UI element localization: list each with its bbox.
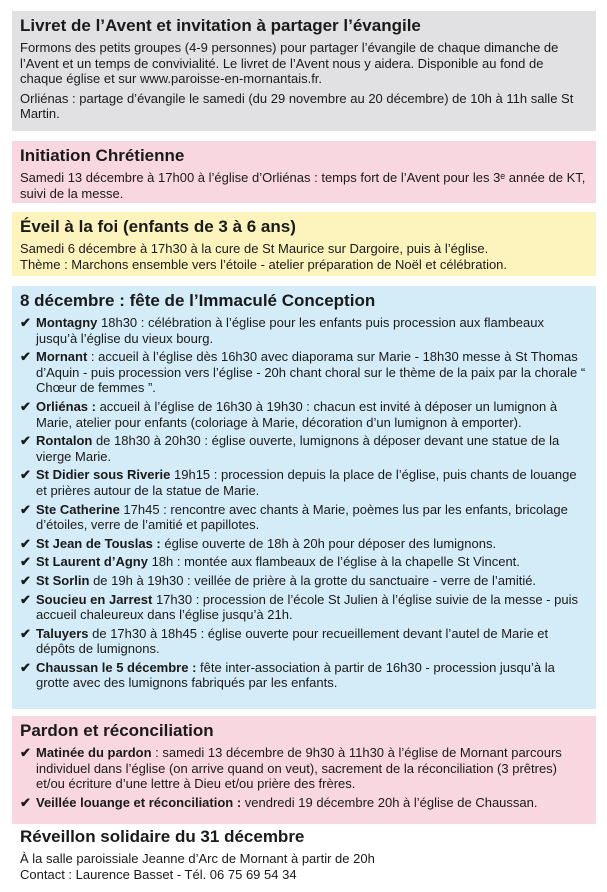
place-name: Chaussan le 5 décembre : xyxy=(36,659,197,675)
list-item xyxy=(20,795,588,811)
place-name: St Jean de Touslas : xyxy=(36,535,161,551)
checkmark-icon: ✔ xyxy=(20,794,31,810)
event-details: 18h30 : célébration à l’église pour les enfants puis procession aux flambeaux jusqu’à l’église du vieux bourg. xyxy=(36,315,544,346)
paragraph: Formons des petits groupes (4-9 personnes) pour partager l’évangile de chaque dimanche de l’Avent et un temps de convivialité. Le livret de l’Avent nous y aidera. Disponible au fond de chaque église et sur www.paroisse-en-mornantais.fr. xyxy=(20,40,559,87)
checkmark-icon: ✔ xyxy=(20,467,31,483)
checkmark-icon: ✔ xyxy=(20,572,31,588)
event-details: de 17h30 à 18h45 : église ouverte pour recueillement devant l’autel de Marie et dépôts de lumignons. xyxy=(36,625,549,657)
checkmark-icon: ✔ xyxy=(20,659,31,675)
event-details: accueil à l’église de 16h30 à 19h30 : chacun est invité à déposer un lumignon à Marie, atelier pour enfants (coloriage à Marie, décoration d’un lumignon à emporter). xyxy=(36,398,558,430)
place-name: Matinée du pardon xyxy=(36,745,152,760)
list-item xyxy=(20,660,588,691)
checkmark-icon: ✔ xyxy=(20,745,31,760)
checkmark-icon: ✔ xyxy=(20,433,31,449)
section-title: Réveillon solidaire du 31 décembre xyxy=(20,827,305,846)
list-item xyxy=(20,467,588,498)
section-reveillon-solidaire xyxy=(12,826,596,882)
event-details: de 18h30 à 20h30 : église ouverte, lumignons à déposer devant une statue de la vierge Marie. xyxy=(36,433,560,464)
contact-line: Contact : Laurence Basset - Tél. 06 75 69 54 34 xyxy=(20,866,297,882)
checkmark-icon: ✔ xyxy=(20,398,31,414)
list-item xyxy=(20,399,588,430)
section-title: Livret de l’Avent et invitation à partager l’évangile xyxy=(20,16,421,35)
event-details: : samedi 13 décembre de 9h30 à 11h30 à l’église de Mornant parcours individuel dans l’église (on arrive quand on veut), sacrement de la réconciliation (3 prêtres) et/ou écriture d’une lettre à Dieu et/ou prière des frères. xyxy=(36,745,562,792)
place-name: Orliénas : xyxy=(36,398,96,414)
checkmark-icon: ✔ xyxy=(20,315,31,330)
section-title: 8 décembre : fête de l’Immaculé Conception xyxy=(20,291,376,310)
list-item xyxy=(20,745,588,792)
section-livret-avent xyxy=(12,11,596,131)
paragraph: Thème : Marchons ensemble vers l’étoile - atelier préparation de Noël et célébration. xyxy=(20,256,508,272)
event-details: 19h15 : procession depuis la place de l’église, puis chants de louange et prières autour de la statue de Marie. xyxy=(36,467,577,498)
place-name: Mornant xyxy=(36,349,88,365)
event-list xyxy=(20,315,588,691)
section-initiation-chretienne xyxy=(12,141,596,203)
event-details: 17h30 : procession de l’école St Julien à l’église suivie de la messe - puis accueil chaleureux dans l’église jusqu’à 21h. xyxy=(36,591,578,623)
paragraph: À la salle paroissiale Jeanne d’Arc de Mornant à partir de 20h xyxy=(20,851,375,866)
checkmark-icon: ✔ xyxy=(20,349,31,365)
paragraph: Orliénas : partage d’évangile le samedi (du 29 novembre au 20 décembre) de 10h à 11h salle St Martin. xyxy=(20,90,574,122)
list-item xyxy=(20,536,588,552)
list-item xyxy=(20,573,588,589)
place-name: Taluyers xyxy=(36,625,89,641)
paragraph: Samedi 6 décembre à 17h30 à la cure de St Maurice sur Dargoire, puis à l’église. xyxy=(20,241,489,256)
list-item xyxy=(20,349,588,396)
place-name: Montagny xyxy=(36,315,98,330)
event-details: de 19h à 19h30 : veillée de prière à la grotte du sanctuaire - verre de l’amitié. xyxy=(89,572,537,588)
place-name: Veillée louange et réconciliation : xyxy=(36,794,242,810)
list-item xyxy=(20,592,588,623)
checkmark-icon: ✔ xyxy=(20,535,31,551)
list-item xyxy=(20,502,588,533)
place-name: Rontalon xyxy=(36,433,93,449)
section-pardon-reconciliation xyxy=(12,716,596,824)
checkmark-icon: ✔ xyxy=(20,625,31,641)
paragraph: Samedi 13 décembre à 17h00 à l’église d’Orliénas : temps fort de l’Avent pour les 3ᵉ année de KT, suivi de la messe. xyxy=(20,170,586,201)
section-immacule-conception xyxy=(12,286,596,709)
section-title: Éveil à la foi (enfants de 3 à 6 ans) xyxy=(20,217,296,236)
place-name: Soucieu en Jarrest xyxy=(36,591,153,607)
event-details: 17h45 : rencontre avec chants à Marie, poèmes lus par les enfants, bricolage d’étoiles, verre de l’amitié et papillotes. xyxy=(36,501,568,533)
list-item xyxy=(20,433,588,464)
section-title: Initiation Chrétienne xyxy=(20,146,185,165)
event-details: 18h : montée aux flambeaux de l’église à la chapelle St Vincent. xyxy=(147,554,520,570)
event-list xyxy=(20,745,588,810)
event-details: vendredi 19 décembre 20h à l’église de Chaussan. xyxy=(241,794,538,810)
section-title: Pardon et réconciliation xyxy=(20,721,214,740)
event-details: fête inter-association à partir de 16h30 - procession jusqu’à la grotte avec des lumignons fabriqués par les enfants. xyxy=(36,659,555,691)
event-details: : accueil à l’église dès 16h30 avec diaporama sur Marie - 18h30 messe à St Thomas d’Aquin - puis procession vers l’église - 20h chant choral sur le thème de la paix par la chorale “ Chœur de femmes ”. xyxy=(36,349,586,396)
event-details: église ouverte de 18h à 20h pour déposer des lumignons. xyxy=(160,535,497,551)
checkmark-icon: ✔ xyxy=(20,554,31,570)
place-name: St Sorlin xyxy=(36,572,90,588)
section-eveil-foi xyxy=(12,212,596,276)
place-name: Ste Catherine xyxy=(36,501,120,517)
checkmark-icon: ✔ xyxy=(20,591,31,607)
list-item xyxy=(20,554,588,570)
checkmark-icon: ✔ xyxy=(20,501,31,517)
place-name: St Didier sous Riverie xyxy=(36,467,171,483)
list-item xyxy=(20,626,588,657)
list-item xyxy=(20,315,588,346)
place-name: St Laurent d’Agny xyxy=(36,554,148,570)
